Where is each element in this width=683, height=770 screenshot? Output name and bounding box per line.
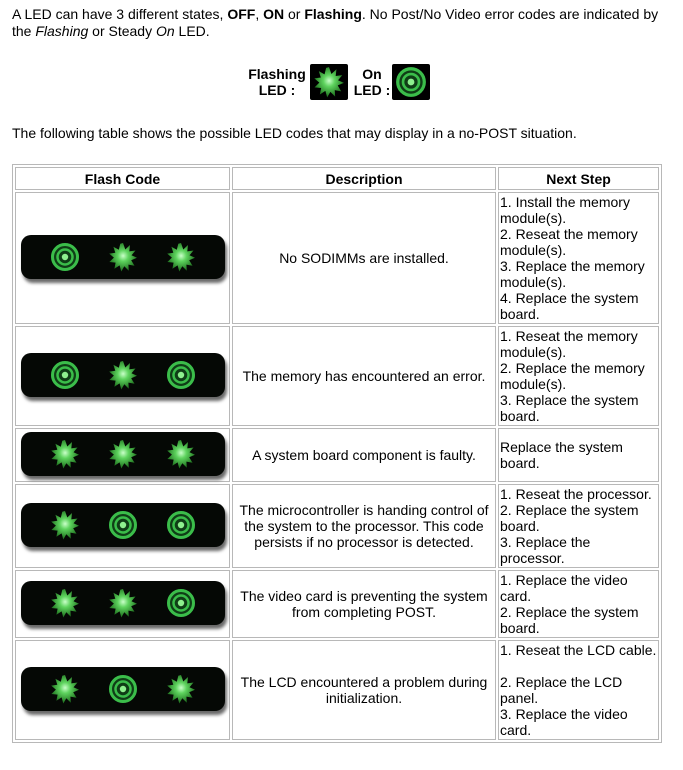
on-led-sample bbox=[392, 64, 430, 100]
starburst-icon bbox=[165, 438, 197, 470]
flash-code-cell bbox=[15, 484, 230, 568]
starburst-icon bbox=[49, 673, 81, 705]
led-panel bbox=[21, 667, 225, 711]
starburst-icon bbox=[49, 438, 81, 470]
flash-code-cell bbox=[15, 192, 230, 324]
ring-icon bbox=[107, 673, 139, 705]
next-step-cell: 1. Reseat the processor. 2. Replace the system board. 3. Replace the processor. bbox=[498, 484, 659, 568]
starburst-icon bbox=[312, 65, 346, 99]
flash-code-cell bbox=[15, 570, 230, 638]
starburst-icon bbox=[107, 359, 139, 391]
table-row bbox=[15, 484, 659, 568]
starburst-icon bbox=[49, 587, 81, 619]
description-cell: The memory has encountered an error. bbox=[232, 326, 496, 426]
state-on: ON bbox=[263, 6, 285, 22]
table-row bbox=[15, 570, 659, 638]
led-codes-table bbox=[12, 164, 662, 743]
led-panel bbox=[21, 432, 225, 476]
ring-icon bbox=[165, 509, 197, 541]
description-cell: No SODIMMs are installed. bbox=[232, 192, 496, 324]
ring-icon bbox=[394, 65, 428, 99]
next-step-cell: 1. Install the memory module(s). 2. Reseat the memory module(s). 3. Replace the memory module(s). 4. Replace the system board. bbox=[498, 192, 659, 324]
ring-icon bbox=[165, 587, 197, 619]
next-step-cell: 1. Reseat the memory module(s). 2. Replace the memory module(s). 3. Replace the system board. bbox=[498, 326, 659, 426]
table-row bbox=[15, 428, 659, 482]
led-legend bbox=[244, 64, 444, 102]
header-next-step: Next Step bbox=[498, 167, 659, 190]
led-panel bbox=[21, 235, 225, 279]
starburst-icon bbox=[165, 673, 197, 705]
next-step-cell: 1. Replace the video card. 2. Replace the system board. bbox=[498, 570, 659, 638]
ring-icon bbox=[165, 359, 197, 391]
flash-code-cell bbox=[15, 326, 230, 426]
ring-icon bbox=[49, 241, 81, 273]
led-panel bbox=[21, 353, 225, 397]
description-cell: The microcontroller is handing control of the system to the processor. This code persists if no processor is detected. bbox=[232, 484, 496, 568]
ring-icon bbox=[49, 359, 81, 391]
table-row bbox=[15, 326, 659, 426]
flash-code-cell bbox=[15, 428, 230, 482]
starburst-icon bbox=[107, 241, 139, 273]
table-row bbox=[15, 640, 659, 740]
flash-code-cell bbox=[15, 640, 230, 740]
state-off: OFF bbox=[227, 6, 256, 22]
led-panel bbox=[21, 581, 225, 625]
starburst-icon bbox=[107, 587, 139, 619]
starburst-icon bbox=[107, 438, 139, 470]
table-row bbox=[15, 192, 659, 324]
description-cell: The LCD encountered a problem during initialization. bbox=[232, 640, 496, 740]
description-cell: A system board component is faulty. bbox=[232, 428, 496, 482]
flashing-led-sample bbox=[310, 64, 348, 100]
state-flashing: Flashing bbox=[304, 6, 362, 22]
led-panel bbox=[21, 503, 225, 547]
flashing-led-label: Flashing LED : bbox=[248, 66, 306, 98]
description-cell: The video card is preventing the system from completing POST. bbox=[232, 570, 496, 638]
next-step-cell: 1. Reseat the LCD cable. 2. Replace the LCD panel. 3. Replace the video card. bbox=[498, 640, 659, 740]
intro-paragraph: A LED can have 3 different states, OFF, ON or Flashing. No Post/No Video error codes are indicated by the Flashing or Steady On LED. bbox=[12, 6, 659, 39]
ring-icon bbox=[107, 509, 139, 541]
starburst-icon bbox=[49, 509, 81, 541]
next-step-cell: Replace the system board. bbox=[498, 428, 659, 482]
table-intro: The following table shows the possible LED codes that may display in a no-POST situation. bbox=[12, 125, 577, 141]
starburst-icon bbox=[165, 241, 197, 273]
header-description: Description bbox=[232, 167, 496, 190]
on-led-label: On LED : bbox=[353, 66, 391, 98]
header-flash-code: Flash Code bbox=[15, 167, 230, 190]
